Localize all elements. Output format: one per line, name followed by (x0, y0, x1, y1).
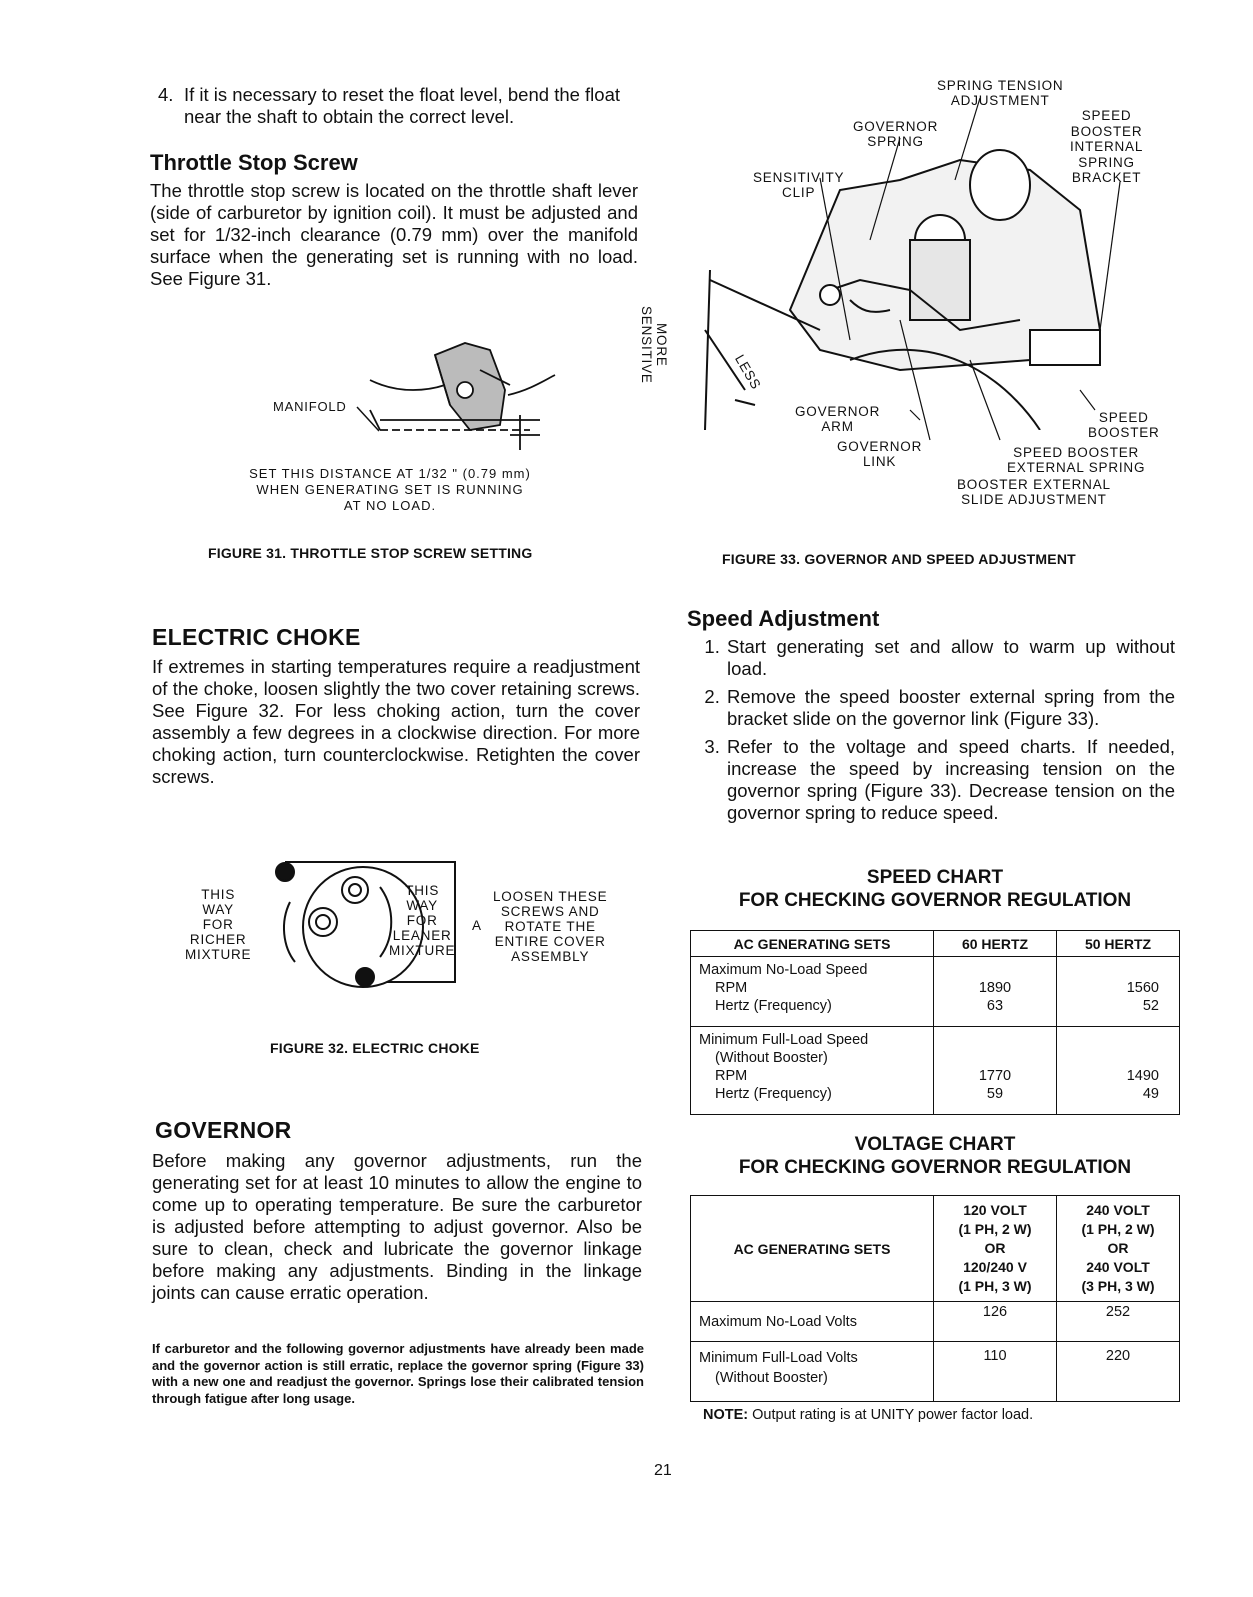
table-row (691, 1027, 1180, 1115)
governor-body: Before making any governor adjustments, run the generating set for at least 10 minutes to allow the engine to come up to operating temperature. Be sure the carburetor is adjusted before attempting to adjust governor. Also be sure to clean, check and lubricate the governor linkage before making any adjustments. Binding in the linkage joints can cause erratic operation. (152, 1150, 642, 1303)
table-row (691, 1302, 1180, 1342)
leaner-label: THIS WAY FOR LEANER MIXTURE (389, 883, 456, 958)
max-noload-volts-label: Maximum No-Load Volts (691, 1302, 934, 1342)
fig31-note-line2: WHEN GENERATING SET IS RUNNING (256, 482, 524, 497)
voltage-chart-title-2: FOR CHECKING GOVERNOR REGULATION (738, 1157, 1132, 1178)
speed-header-50hz: 50 HERTZ (1057, 931, 1180, 957)
row1-60-rpm: 1890 (978, 980, 1012, 996)
row2-label-4: Hertz (Frequency) (715, 1086, 832, 1102)
richer-label: THIS WAY FOR RICHER MIXTURE (185, 887, 252, 962)
max-noload-v2: 252 (1057, 1302, 1180, 1342)
float-step-number: 4. (158, 84, 174, 105)
note-label: NOTE: (703, 1407, 749, 1423)
spring-tension-label: SPRING TENSION ADJUSTMENT (937, 78, 1064, 108)
row1-label-2: RPM (715, 980, 748, 996)
max-noload-v1: 126 (934, 1302, 1057, 1342)
row2-label-3: RPM (715, 1068, 748, 1084)
speed-step-2: 2. Remove the speed booster external spring from the bracket slide on the governor link (Figure 33). (725, 686, 1175, 730)
col1-line1: 120 VOLT (963, 1202, 1027, 1218)
speed-booster-bracket-label: SPEED BOOSTER INTERNAL SPRING BRACKET (1070, 108, 1144, 185)
row2-60-rpm: 1770 (978, 1068, 1012, 1084)
fig31-note (200, 466, 580, 514)
col2-line3: OR (1107, 1240, 1129, 1256)
speed-step-1: 1. Start generating set and allow to warm up without load. (725, 636, 1175, 680)
manifold-pointer (355, 405, 385, 435)
throttle-heading: Throttle Stop Screw (150, 150, 358, 175)
governor-link-label: GOVERNOR LINK (837, 439, 923, 469)
voltage-header-sets: AC GENERATING SETS (691, 1196, 934, 1302)
speed-header-sets: AC GENERATING SETS (691, 931, 934, 957)
throttle-stop-diagram (340, 335, 580, 455)
voltage-chart-title (690, 1133, 1180, 1179)
col1-line2: (1 PH, 2 W) (958, 1221, 1032, 1237)
page-number: 21 (654, 1462, 672, 1479)
col2-line4: 240 VOLT (1086, 1259, 1150, 1275)
min-fullload-label-1: Minimum Full-Load Volts (699, 1350, 858, 1366)
row2-50-rpm: 1490 (1126, 1068, 1159, 1084)
sensitivity-clip-label: SENSITIVITY CLIP (753, 170, 845, 200)
governor-heading: GOVERNOR (155, 1117, 292, 1143)
row1-50-rpm: 1560 (1126, 980, 1159, 996)
float-step (158, 84, 642, 128)
throttle-body: The throttle stop screw is located on the throttle shaft lever (side of carburetor by ignition coil). It must be adjusted and set for 1/32-inch clearance (0.79 mm) over the manifold surface when the generating set is running with no load. See Figure 31. (150, 180, 638, 289)
governor-warning: If carburetor and the following governor adjustments have already been made and the governor action is still erratic, replace the governor spring (Figure 33) with a new one and readjust the governor. Springs lose their calibrated tension through fatigue after long usage. (152, 1341, 644, 1406)
voltage-chart-title-1: VOLTAGE CHART (854, 1134, 1016, 1155)
booster-slide-label: BOOSTER EXTERNAL SLIDE ADJUSTMENT (957, 477, 1111, 507)
speed-adjustment-heading: Speed Adjustment (687, 606, 880, 631)
speed-chart-table (690, 930, 1180, 1115)
voltage-header-col2 (1057, 1196, 1180, 1302)
fig31-note-line1: SET THIS DISTANCE AT 1/32 " (0.79 mm) (249, 466, 531, 481)
min-fullload-label-2: (Without Booster) (715, 1370, 828, 1386)
row1-label-1: Maximum No-Load Speed (699, 962, 868, 978)
note-text: Output rating is at UNITY power factor load. (748, 1407, 1034, 1423)
row1-50-hz: 52 (1142, 998, 1159, 1014)
row2-label-2: (Without Booster) (715, 1050, 828, 1066)
col1-line5: (1 PH, 3 W) (958, 1278, 1032, 1294)
row1-60-hz: 63 (986, 998, 1004, 1014)
choke-heading: ELECTRIC CHOKE (152, 624, 361, 650)
speed-booster-label: SPEED BOOSTER (1088, 410, 1160, 440)
voltage-header-col1 (934, 1196, 1057, 1302)
fig33-caption: FIGURE 33. GOVERNOR AND SPEED ADJUSTMENT (722, 551, 1076, 567)
speed-adjustment-steps (687, 636, 1175, 830)
table-row (691, 957, 1180, 1027)
less-label: LESS (732, 352, 764, 393)
throttle-lever-shape (370, 343, 555, 450)
speed-booster-ext-spring-label: SPEED BOOSTER EXTERNAL SPRING (1007, 445, 1146, 475)
speed-header-60hz: 60 HERTZ (934, 931, 1057, 957)
fig31-caption: FIGURE 31. THROTTLE STOP SCREW SETTING (208, 545, 533, 561)
output-note (703, 1407, 1033, 1423)
table-row (691, 1342, 1180, 1402)
speed-chart-title-1: SPEED CHART (866, 867, 1004, 888)
fig32-caption: FIGURE 32. ELECTRIC CHOKE (270, 1040, 480, 1056)
more-sensitive-label: MORE SENSITIVE (639, 306, 669, 384)
governor-spring-label: GOVERNOR SPRING (853, 119, 939, 149)
float-step-text: If it is necessary to reset the float level, bend the float near the shaft to obtain the correct level. (184, 84, 621, 127)
row1-label-3: Hertz (Frequency) (715, 998, 832, 1014)
min-fullload-v2: 220 (1057, 1342, 1180, 1402)
governor-arm-label: GOVERNOR ARM (795, 404, 881, 434)
col2-line5: (3 PH, 3 W) (1081, 1278, 1155, 1294)
col1-line4: 120/240 V (963, 1259, 1027, 1275)
row2-label-1: Minimum Full-Load Speed (699, 1032, 869, 1048)
choke-body: If extremes in starting temperatures require a readjustment of the choke, loosen slightly the two cover retaining screws. See Figure 32. For less choking action, turn the cover assembly a few degrees in a clockwise direction. For more choking action, turn counterclockwise. Retighten the cover screws. (152, 656, 640, 787)
manifold-label: MANIFOLD (273, 399, 347, 414)
row2-50-hz: 49 (1142, 1086, 1159, 1102)
min-fullload-v1: 110 (934, 1342, 1057, 1402)
speed-chart-title-2: FOR CHECKING GOVERNOR REGULATION (738, 890, 1132, 911)
col2-line1: 240 VOLT (1086, 1202, 1150, 1218)
marker-a: A (472, 918, 482, 933)
speed-chart-title (690, 866, 1180, 912)
voltage-chart-table (690, 1195, 1180, 1402)
row2-60-hz: 59 (986, 1086, 1004, 1102)
fig31-note-line3: AT NO LOAD. (343, 498, 437, 513)
speed-step-3: 3. Refer to the voltage and speed charts. If needed, increase the speed by increasing tension on the governor spring (Figure 33). Decrease tension on the governor spring to reduce speed. (725, 736, 1175, 824)
col2-line2: (1 PH, 2 W) (1081, 1221, 1155, 1237)
loosen-label: LOOSEN THESE SCREWS AND ROTATE THE ENTIRE COVER ASSEMBLY (493, 889, 608, 964)
col1-line3: OR (984, 1240, 1006, 1256)
